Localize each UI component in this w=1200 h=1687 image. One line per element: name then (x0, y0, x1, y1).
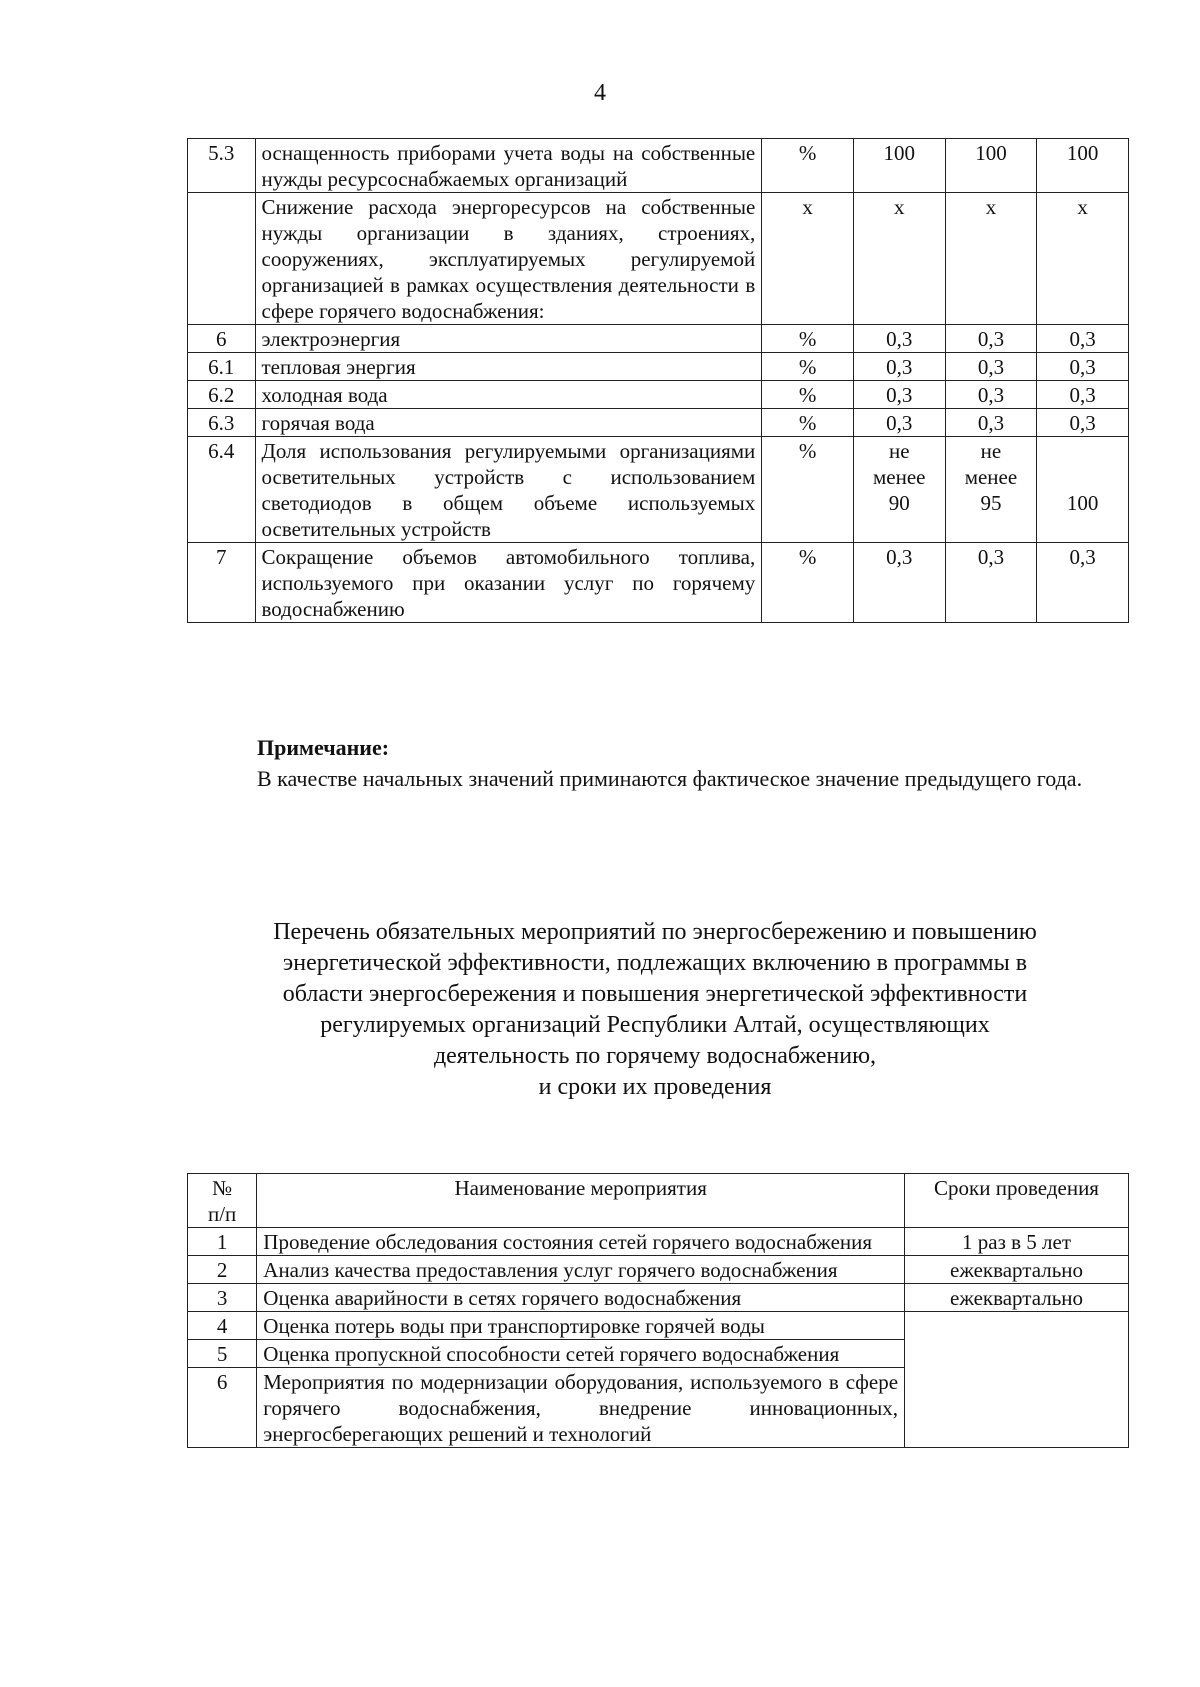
row-number: 6.2 (188, 381, 256, 409)
value-line: не (888, 439, 910, 463)
indicator-value (945, 437, 1037, 543)
header-number (188, 1174, 257, 1228)
measure-name: Проведение обследования состояния сетей горячего водоснабжения (257, 1228, 905, 1256)
value-line: 100 (1066, 491, 1099, 515)
measure-name: Оценка потерь воды при транспортировке горячей воды (257, 1312, 905, 1340)
value-line: не (980, 439, 1002, 463)
indicator-value: 100 (945, 139, 1037, 193)
row-number: 1 (188, 1228, 257, 1256)
indicator-unit: % (762, 139, 854, 193)
indicator-value: 0,3 (1037, 409, 1129, 437)
indicator-value: 0,3 (853, 325, 945, 353)
list-title-line: области энергосбережения и повышения энергетической эффективности (282, 981, 1028, 1007)
value-line: 90 (888, 491, 910, 515)
value-line: 95 (980, 491, 1002, 515)
list-title-line: и сроки их проведения (538, 1074, 772, 1100)
table-row (188, 1228, 1129, 1256)
measure-term (905, 1312, 1129, 1448)
indicator-value: 0,3 (1037, 325, 1129, 353)
indicator-name: оснащенность приборами учета воды на собственные нужды ресурсоснабжаемых организаций (255, 139, 762, 193)
indicator-value: х (1037, 193, 1129, 325)
table-row (188, 353, 1129, 381)
header-number-line: п/п (207, 1202, 237, 1226)
indicator-name: Снижение расхода энергоресурсов на собственные нужды организации в зданиях, строениях, сооружениях, эксплуатируемых регулируемой организацией в рамках осуществления деятельности в сфере горячего водоснабжения: (255, 193, 762, 325)
measure-name: Оценка аварийности в сетях горячего водоснабжения (257, 1284, 905, 1312)
indicator-value: 0,3 (945, 325, 1037, 353)
indicator-name: электроэнергия (255, 325, 762, 353)
table-row (188, 1284, 1129, 1312)
table-row (188, 325, 1129, 353)
indicator-unit: % (762, 437, 854, 543)
indicator-value: 0,3 (1037, 543, 1129, 623)
indicator-unit: % (762, 409, 854, 437)
measure-name: Анализ качества предоставления услуг горячего водоснабжения (257, 1256, 905, 1284)
indicator-value: х (853, 193, 945, 325)
indicator-value: 0,3 (1037, 353, 1129, 381)
table-row (188, 543, 1129, 623)
indicator-value: 0,3 (853, 353, 945, 381)
measures-table (187, 1173, 1129, 1448)
row-number: 2 (188, 1256, 257, 1284)
row-number: 3 (188, 1284, 257, 1312)
measure-name: Оценка пропускной способности сетей горячего водоснабжения (257, 1340, 905, 1368)
row-number (188, 193, 256, 325)
spacer (1043, 438, 1122, 490)
indicator-value: х (945, 193, 1037, 325)
row-number: 4 (188, 1312, 257, 1340)
measure-term: ежеквартально (905, 1284, 1129, 1312)
indicator-value: 100 (853, 139, 945, 193)
note-title: Примечание: (257, 735, 390, 760)
indicator-name: Доля использования регулируемыми организациями осветительных устройств с использованием светодиодов в общем объеме используемых осветительных устройств (255, 437, 762, 543)
table-row (188, 437, 1129, 543)
indicator-name: горячая вода (255, 409, 762, 437)
indicator-unit: х (762, 193, 854, 325)
measure-term: 1 раз в 5 лет (905, 1228, 1129, 1256)
row-number: 6.1 (188, 353, 256, 381)
indicator-unit: % (762, 325, 854, 353)
indicator-unit: % (762, 353, 854, 381)
indicator-name: тепловая энергия (255, 353, 762, 381)
indicator-value: 0,3 (945, 381, 1037, 409)
header-number-line: № (212, 1176, 233, 1200)
row-number: 7 (188, 543, 256, 623)
table-row (188, 193, 1129, 325)
row-number: 6.4 (188, 437, 256, 543)
list-title-line: Перечень обязательных мероприятий по энергосбережению и повышению (273, 919, 1037, 945)
row-number: 5 (188, 1340, 257, 1368)
indicator-value: 0,3 (853, 409, 945, 437)
table-row (188, 381, 1129, 409)
row-number: 6 (188, 1368, 257, 1448)
table-row (188, 139, 1129, 193)
indicator-value: 0,3 (945, 353, 1037, 381)
list-title-line: энергетической эффективности, подлежащих включению в программы в (282, 950, 1028, 976)
table-header-row (188, 1174, 1129, 1228)
header-name: Наименование мероприятия (257, 1174, 905, 1228)
row-number: 6 (188, 325, 256, 353)
measure-name: Мероприятия по модернизации оборудования, используемого в сфере горячего водоснабжения, внедрение инновационных, энергосберегающих решений и технологий (257, 1368, 905, 1448)
indicator-unit: % (762, 543, 854, 623)
indicator-unit: % (762, 381, 854, 409)
list-title-line: деятельность по горячему водоснабжению, (433, 1043, 877, 1069)
table-row (188, 1312, 1129, 1340)
indicator-value: 0,3 (853, 381, 945, 409)
measure-term: ежеквартально (905, 1256, 1129, 1284)
value-line: менее (964, 465, 1018, 489)
table-row (188, 1256, 1129, 1284)
note-text: В качестве начальных значений приминаются фактическое значение предыдущего года. (257, 766, 1083, 791)
indicator-value: 0,3 (853, 543, 945, 623)
indicators-table (187, 138, 1129, 623)
indicator-value (1037, 437, 1129, 543)
indicator-value: 0,3 (1037, 381, 1129, 409)
row-number: 5.3 (188, 139, 256, 193)
list-title (160, 917, 1150, 1103)
indicator-value: 100 (1037, 139, 1129, 193)
indicator-value: 0,3 (945, 543, 1037, 623)
header-term: Сроки проведения (905, 1174, 1129, 1228)
list-title-line: регулируемых организаций Республики Алтай, осуществляющих (320, 1012, 990, 1038)
table-row (188, 409, 1129, 437)
indicator-value (853, 437, 945, 543)
indicator-value: 0,3 (945, 409, 1037, 437)
row-number: 6.3 (188, 409, 256, 437)
page-number: 4 (594, 80, 606, 106)
indicator-name: холодная вода (255, 381, 762, 409)
value-line: менее (873, 465, 926, 489)
indicator-name: Сокращение объемов автомобильного топлива, используемого при оказании услуг по горячему водоснабжению (255, 543, 762, 623)
